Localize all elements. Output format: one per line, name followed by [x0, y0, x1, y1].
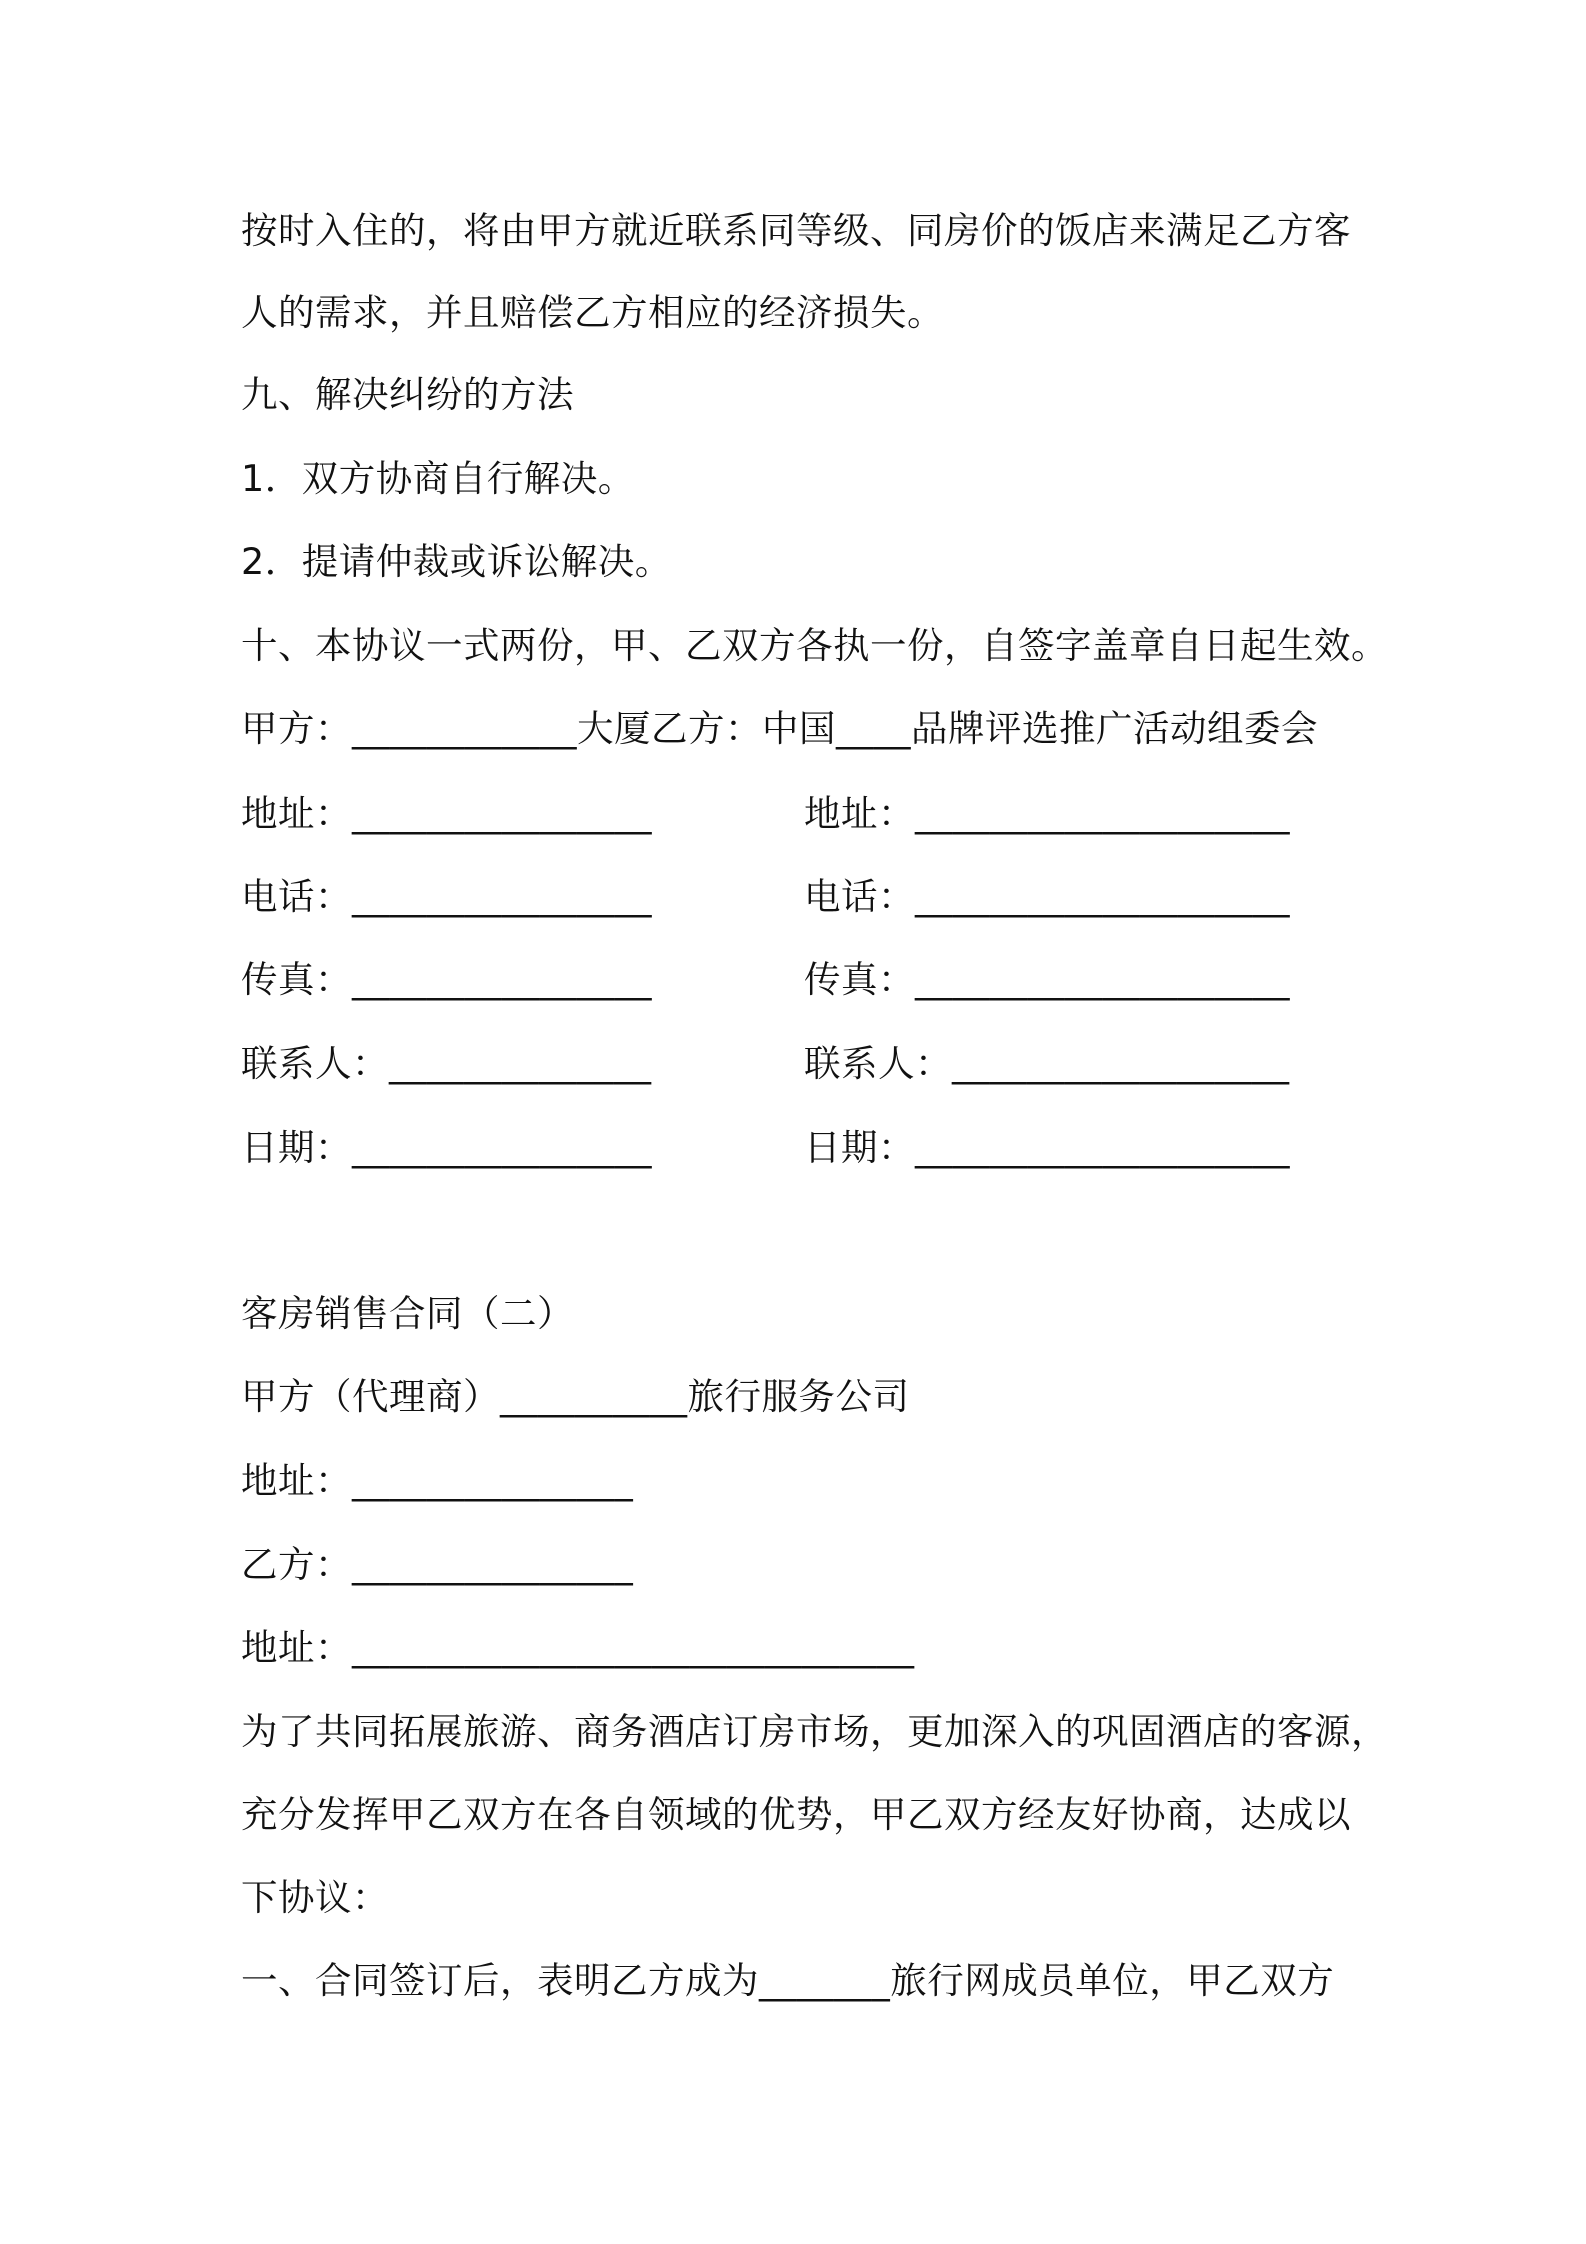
list-item-arbitration: 2．提请仲裁或诉讼解决。	[241, 540, 672, 583]
party-a-agent-address: 地址：_______________	[241, 1459, 634, 1502]
continuation-line-1: 按时入住的，将由甲方就近联系同等级、同房价的饭店来满足乙方客	[241, 209, 1351, 252]
party-b-date: 日期：____________________	[804, 1126, 1290, 1169]
clause-effective: 十、本协议一式两份，甲、乙双方各执一份，自签字盖章自日起生效。	[241, 624, 1388, 667]
list-item-negotiation: 1．双方协商自行解决。	[241, 457, 635, 500]
party-b-address-line: 地址：______________________________	[241, 1626, 915, 1669]
party-a-agent: 甲方（代理商）__________旅行服务公司	[241, 1375, 910, 1418]
clause-one: 一、合同签订后，表明乙方成为_______旅行网成员单位，甲乙双方	[241, 1959, 1335, 2002]
continuation-line-2: 人的需求，并且赔偿乙方相应的经济损失。	[241, 291, 944, 334]
party-b-address: 地址：____________________	[804, 792, 1290, 835]
party-b-contact: 联系人：__________________	[804, 1042, 1290, 1085]
preamble-line-1: 为了共同拓展旅游、商务酒店订房市场，更加深入的巩固酒店的客源，	[241, 1710, 1388, 1753]
preamble-line-3: 下协议：	[241, 1876, 389, 1919]
party-a-fax: 传真：________________	[241, 958, 652, 1001]
contract-title: 客房销售合同（二）	[241, 1292, 574, 1335]
party-a-address: 地址：________________	[241, 792, 652, 835]
party-a-contact: 联系人：______________	[241, 1042, 652, 1085]
party-a-date: 日期：________________	[241, 1126, 652, 1169]
party-b-fax: 传真：____________________	[804, 958, 1290, 1001]
party-a-phone: 电话：________________	[241, 875, 652, 918]
preamble-line-2: 充分发挥甲乙双方在各自领域的优势，甲乙双方经友好协商，达成以	[241, 1793, 1351, 1836]
party-b-phone: 电话：____________________	[804, 875, 1290, 918]
party-b-line: 乙方：_______________	[241, 1543, 634, 1586]
heading-dispute-resolution: 九、解决纠纷的方法	[241, 373, 574, 416]
parties-line: 甲方：____________大厦乙方：中国____品牌评选推广活动组委会	[241, 707, 1318, 750]
